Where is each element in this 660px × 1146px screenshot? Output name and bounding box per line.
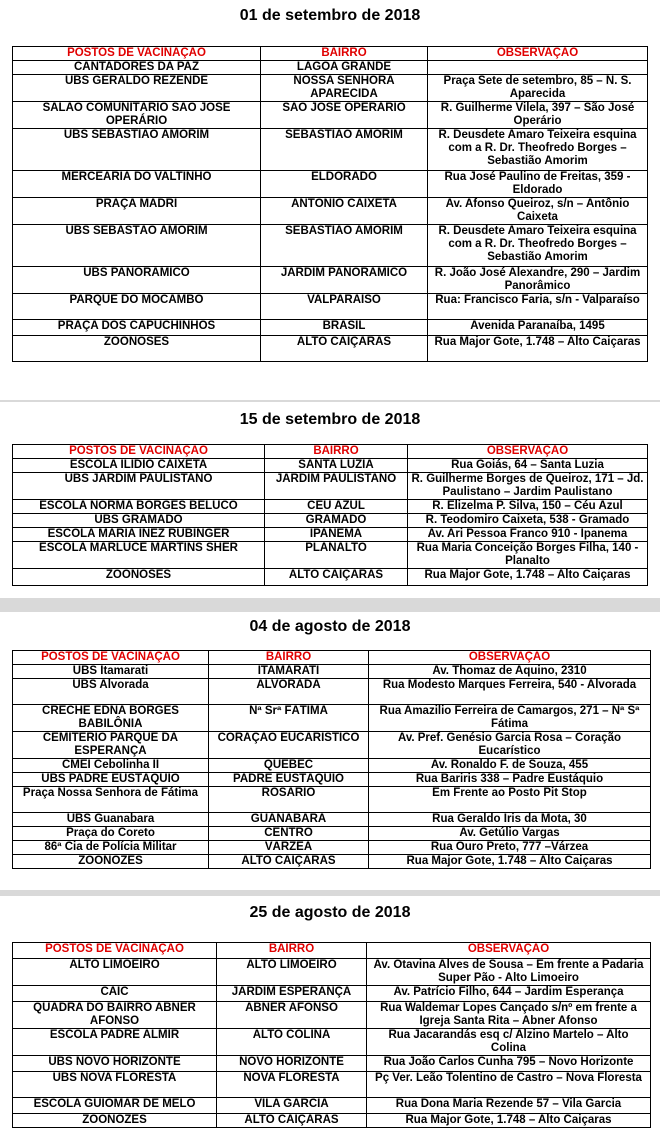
- cell-bairro: ABNER AFONSO: [217, 1002, 367, 1029]
- table-row: [13, 959, 651, 986]
- cell-posto: UBS Itamarati: [13, 665, 209, 679]
- cell-posto: UBS NOVA FLORESTA: [13, 1072, 217, 1098]
- section-separator: [0, 400, 660, 402]
- cell-bairro: ALTO COLINA: [217, 1029, 367, 1056]
- header-observacao: OBSERVAÇÃO: [428, 47, 648, 61]
- header-bairro: BAIRRO: [265, 445, 408, 459]
- cell-bairro: CENTRO: [209, 827, 369, 841]
- cell-observacao: Av. Patrício Filho, 644 – Jardim Esperança: [367, 986, 651, 1002]
- cell-bairro: NOVO HORIZONTE: [217, 1056, 367, 1072]
- cell-posto: ZOONOSES: [13, 569, 265, 586]
- table-header-row: [13, 651, 651, 665]
- cell-posto: 86ª Cia de Polícia Militar: [13, 841, 209, 855]
- cell-posto: UBS GERALDO REZENDE: [13, 75, 261, 102]
- header-observacao: OBSERVAÇÃO: [408, 445, 648, 459]
- cell-bairro: QUEBEC: [209, 759, 369, 773]
- cell-bairro: Nª Srª FÁTIMA: [209, 705, 369, 732]
- table-row: [13, 1072, 651, 1098]
- cell-bairro: PADRE EUSTÁQUIO: [209, 773, 369, 787]
- cell-bairro: LAGOA GRANDE: [261, 61, 428, 75]
- cell-posto: CRECHE EDNA BORGES BABILÔNIA: [13, 705, 209, 732]
- cell-bairro: PLANALTO: [265, 542, 408, 569]
- cell-bairro: JARDIM PAULISTANO: [265, 473, 408, 500]
- cell-bairro: ANTÔNIO CAIXETA: [261, 198, 428, 225]
- cell-observacao: Rua Major Gote, 1.748 – Alto Caiçaras: [367, 1114, 651, 1128]
- cell-bairro: SÃO JOSÉ OPERÁRIO: [261, 102, 428, 129]
- table-row: [13, 336, 648, 362]
- schedule-table-4: [12, 942, 651, 1128]
- cell-bairro: CORAÇÃO EUCARÍSTICO: [209, 732, 369, 759]
- table-row: [13, 1002, 651, 1029]
- table-row: [13, 759, 651, 773]
- table-row: [13, 542, 648, 569]
- cell-posto: CANTADORES DA PAZ: [13, 61, 261, 75]
- table-row: [13, 1029, 651, 1056]
- cell-observacao: Rua Major Gote, 1.748 – Alto Caiçaras: [428, 336, 648, 362]
- cell-observacao: R. Teodomiro Caixeta, 538 - Gramado: [408, 514, 648, 528]
- cell-observacao: Rua Major Gote, 1.748 – Alto Caiçaras: [408, 569, 648, 586]
- cell-observacao: Av. Afonso Queiroz, s/n – Antônio Caixeta: [428, 198, 648, 225]
- table-row: [13, 841, 651, 855]
- table-header-row: [13, 943, 651, 959]
- cell-posto: PRAÇA MADRI: [13, 198, 261, 225]
- cell-posto: ESCOLA MARLUCE MARTINS SHER: [13, 542, 265, 569]
- cell-bairro: CÉU AZUL: [265, 500, 408, 514]
- cell-posto: UBS Guanabara: [13, 813, 209, 827]
- table-row: [13, 514, 648, 528]
- cell-posto: Praça do Coreto: [13, 827, 209, 841]
- cell-bairro: ALTO CAIÇARAS: [209, 855, 369, 869]
- section-separator: [0, 890, 660, 896]
- cell-observacao: Rua Jacarandás esq c/ Alzino Martelo – Alto Colina: [367, 1029, 651, 1056]
- cell-posto: UBS NOVO HORIZONTE: [13, 1056, 217, 1072]
- cell-observacao: Av. Thomaz de Aquino, 2310: [369, 665, 651, 679]
- cell-posto: ZOONOSES: [13, 336, 261, 362]
- header-bairro: BAIRRO: [261, 47, 428, 61]
- table-row: [13, 787, 651, 813]
- cell-observacao: Em Frente ao Posto Pit Stop: [369, 787, 651, 813]
- cell-observacao: R. Guilherme Borges de Queiroz, 171 – Jd. Paulistano – Jardim Paulistano: [408, 473, 648, 500]
- table-row: [13, 225, 648, 267]
- cell-observacao: Rua Major Gote, 1.748 – Alto Caiçaras: [369, 855, 651, 869]
- section-title: 01 de setembro de 2018: [239, 7, 421, 24]
- cell-bairro: NOSSA SENHORA APARECIDA: [261, 75, 428, 102]
- cell-observacao: R. Deusdete Amaro Teixeira esquina com a R. Dr. Theofredo Borges – Sebastião Amorim: [428, 225, 648, 267]
- cell-bairro: GRAMADO: [265, 514, 408, 528]
- table-row: [13, 320, 648, 336]
- cell-posto: ESCOLA GUIOMAR DE MELO: [13, 1098, 217, 1114]
- cell-observacao: Rua João Carlos Cunha 795 – Novo Horizonte: [367, 1056, 651, 1072]
- table-row: [13, 198, 648, 225]
- cell-posto: UBS GRAMADO: [13, 514, 265, 528]
- cell-observacao: Rua Modesto Marques Ferreira, 540 - Alvorada: [369, 679, 651, 705]
- cell-posto: UBS Alvorada: [13, 679, 209, 705]
- cell-bairro: SEBASTIÃO AMORIM: [261, 129, 428, 171]
- cell-bairro: ITAMARATI: [209, 665, 369, 679]
- header-bairro: BAIRRO: [217, 943, 367, 959]
- cell-bairro: ALTO LIMOEIRO: [217, 959, 367, 986]
- table-row: [13, 129, 648, 171]
- cell-bairro: VALPARAISO: [261, 294, 428, 320]
- cell-posto: UBS SEBASTÃO AMORIM: [13, 225, 261, 267]
- cell-posto: SALÃO COMUNITÁRIO SÃO JOSÉ OPERÁRIO: [13, 102, 261, 129]
- schedule-table-2: [12, 444, 648, 586]
- cell-observacao: Rua Goiás, 64 – Santa Luzia: [408, 459, 648, 473]
- cell-posto: CEMITÉRIO PARQUE DA ESPERANÇA: [13, 732, 209, 759]
- table-row: [13, 61, 648, 75]
- cell-bairro: BRASIL: [261, 320, 428, 336]
- cell-bairro: JARDIM PANORAMICO: [261, 267, 428, 294]
- table-row: [13, 459, 648, 473]
- table-row: [13, 813, 651, 827]
- cell-posto: CAIC: [13, 986, 217, 1002]
- header-postos: POSTOS DE VACINAÇÃO: [13, 943, 217, 959]
- section-title: 15 de setembro de 2018: [239, 411, 421, 428]
- table-row: [13, 773, 651, 787]
- table-row: [13, 75, 648, 102]
- header-bairro: BAIRRO: [209, 651, 369, 665]
- cell-observacao: Av. Getúlio Vargas: [369, 827, 651, 841]
- cell-bairro: ALTO CAIÇARAS: [261, 336, 428, 362]
- table-row: [13, 732, 651, 759]
- cell-posto: PRAÇA DOS CAPUCHINHOS: [13, 320, 261, 336]
- cell-posto: UBS SEBASTIÃO AMORIM: [13, 129, 261, 171]
- header-observacao: OBSERVAÇÃO: [369, 651, 651, 665]
- cell-posto: Praça Nossa Senhora de Fátima: [13, 787, 209, 813]
- cell-posto: PARQUE DO MOCAMBO: [13, 294, 261, 320]
- cell-bairro: IPANEMA: [265, 528, 408, 542]
- table-row: [13, 827, 651, 841]
- cell-posto: UBS PANORÂMICO: [13, 267, 261, 294]
- header-postos: POSTOS DE VACINAÇÃO: [13, 651, 209, 665]
- cell-observacao: Praça Sete de setembro, 85 – N. S. Aparecida: [428, 75, 648, 102]
- schedule-table-1: [12, 46, 648, 362]
- cell-posto: ZOONOZES: [13, 855, 209, 869]
- table-row: [13, 1098, 651, 1114]
- cell-posto: QUADRA DO BAIRRO ABNER AFONSO: [13, 1002, 217, 1029]
- cell-observacao: Rua Maria Conceição Borges Filha, 140 - Planalto: [408, 542, 648, 569]
- cell-observacao: Rua Geraldo Iris da Mota, 30: [369, 813, 651, 827]
- cell-observacao: [428, 61, 648, 75]
- table-row: [13, 267, 648, 294]
- cell-bairro: JARDIM ESPERANÇA: [217, 986, 367, 1002]
- table-row: [13, 705, 651, 732]
- cell-observacao: Rua: Francisco Faria, s/n - Valparaíso: [428, 294, 648, 320]
- cell-observacao: Av. Otavina Alves de Sousa – Em frente a Padaria Super Pão - Alto Limoeiro: [367, 959, 651, 986]
- cell-bairro: VILA GARCIA: [217, 1098, 367, 1114]
- table-row: [13, 500, 648, 514]
- table-row: [13, 528, 648, 542]
- cell-observacao: Av. Pref. Genésio Garcia Rosa – Coração Eucarístico: [369, 732, 651, 759]
- table-row: [13, 294, 648, 320]
- cell-posto: ESCOLA ILÍDIO CAIXETA: [13, 459, 265, 473]
- cell-observacao: Pç Ver. Leão Tolentino de Castro – Nova Floresta: [367, 1072, 651, 1098]
- cell-bairro: ROSÁRIO: [209, 787, 369, 813]
- table-row: [13, 171, 648, 198]
- cell-posto: ALTO LIMOEIRO: [13, 959, 217, 986]
- cell-bairro: ALVORADA: [209, 679, 369, 705]
- section-title: 04 de agosto de 2018: [249, 618, 411, 635]
- schedule-table-3: [12, 650, 651, 869]
- cell-posto: ESCOLA MARIA INEZ RUBINGER: [13, 528, 265, 542]
- cell-bairro: ALTO CAIÇARAS: [217, 1114, 367, 1128]
- table-row: [13, 855, 651, 869]
- cell-bairro: SEBASTIÃO AMORIM: [261, 225, 428, 267]
- cell-observacao: Rua Dona Maria Rezende 57 – Vila Garcia: [367, 1098, 651, 1114]
- cell-posto: MERCEARIA DO VALTINHO: [13, 171, 261, 198]
- table-row: [13, 569, 648, 586]
- table-row: [13, 665, 651, 679]
- cell-observacao: Rua Ouro Preto, 777 –Várzea: [369, 841, 651, 855]
- cell-posto: CMEI Cebolinha II: [13, 759, 209, 773]
- cell-observacao: Rua Bariris 338 – Padre Eustáquio: [369, 773, 651, 787]
- table-row: [13, 679, 651, 705]
- cell-posto: ZOONOZES: [13, 1114, 217, 1128]
- cell-observacao: Rua Waldemar Lopes Cançado s/nº em frente a Igreja Santa Rita – Abner Afonso: [367, 1002, 651, 1029]
- cell-observacao: Rua Amazilio Ferreira de Camargos, 271 – Nª Sª Fátima: [369, 705, 651, 732]
- cell-observacao: Av. Ari Pessoa Franco 910 - Ipanema: [408, 528, 648, 542]
- cell-bairro: NOVA FLORESTA: [217, 1072, 367, 1098]
- cell-posto: UBS PADRE EUSTÁQUIO: [13, 773, 209, 787]
- cell-posto: ESCOLA PADRE ALMIR: [13, 1029, 217, 1056]
- cell-observacao: R. Elizelma P. Silva, 150 – Céu Azul: [408, 500, 648, 514]
- cell-observacao: Av. Ronaldo F. de Souza, 455: [369, 759, 651, 773]
- cell-observacao: Avenida Paranaíba, 1495: [428, 320, 648, 336]
- cell-posto: UBS JARDIM PAULISTANO: [13, 473, 265, 500]
- table-row: [13, 986, 651, 1002]
- cell-bairro: ELDORADO: [261, 171, 428, 198]
- table-row: [13, 473, 648, 500]
- table-row: [13, 1056, 651, 1072]
- header-postos: POSTOS DE VACINAÇÃO: [13, 47, 261, 61]
- table-row: [13, 1114, 651, 1128]
- cell-bairro: VÁRZEA: [209, 841, 369, 855]
- header-postos: POSTOS DE VACINAÇÃO: [13, 445, 265, 459]
- section-title: 25 de agosto de 2018: [249, 904, 411, 921]
- cell-bairro: ALTO CAIÇARAS: [265, 569, 408, 586]
- cell-observacao: Rua José Paulino de Freitas, 359 - Eldorado: [428, 171, 648, 198]
- section-separator: [0, 598, 660, 612]
- table-row: [13, 102, 648, 129]
- cell-observacao: R. Deusdete Amaro Teixeira esquina com a R. Dr. Theofredo Borges – Sebastião Amorim: [428, 129, 648, 171]
- cell-observacao: R. Guilherme Vilela, 397 – São José Operário: [428, 102, 648, 129]
- table-header-row: [13, 47, 648, 61]
- cell-observacao: R. João José Alexandre, 290 – Jardim Panorâmico: [428, 267, 648, 294]
- cell-bairro: GUANABARA: [209, 813, 369, 827]
- cell-bairro: SANTA LUZIA: [265, 459, 408, 473]
- cell-posto: ESCOLA NORMA BORGES BELUCO: [13, 500, 265, 514]
- table-header-row: [13, 445, 648, 459]
- header-observacao: OBSERVAÇÃO: [367, 943, 651, 959]
